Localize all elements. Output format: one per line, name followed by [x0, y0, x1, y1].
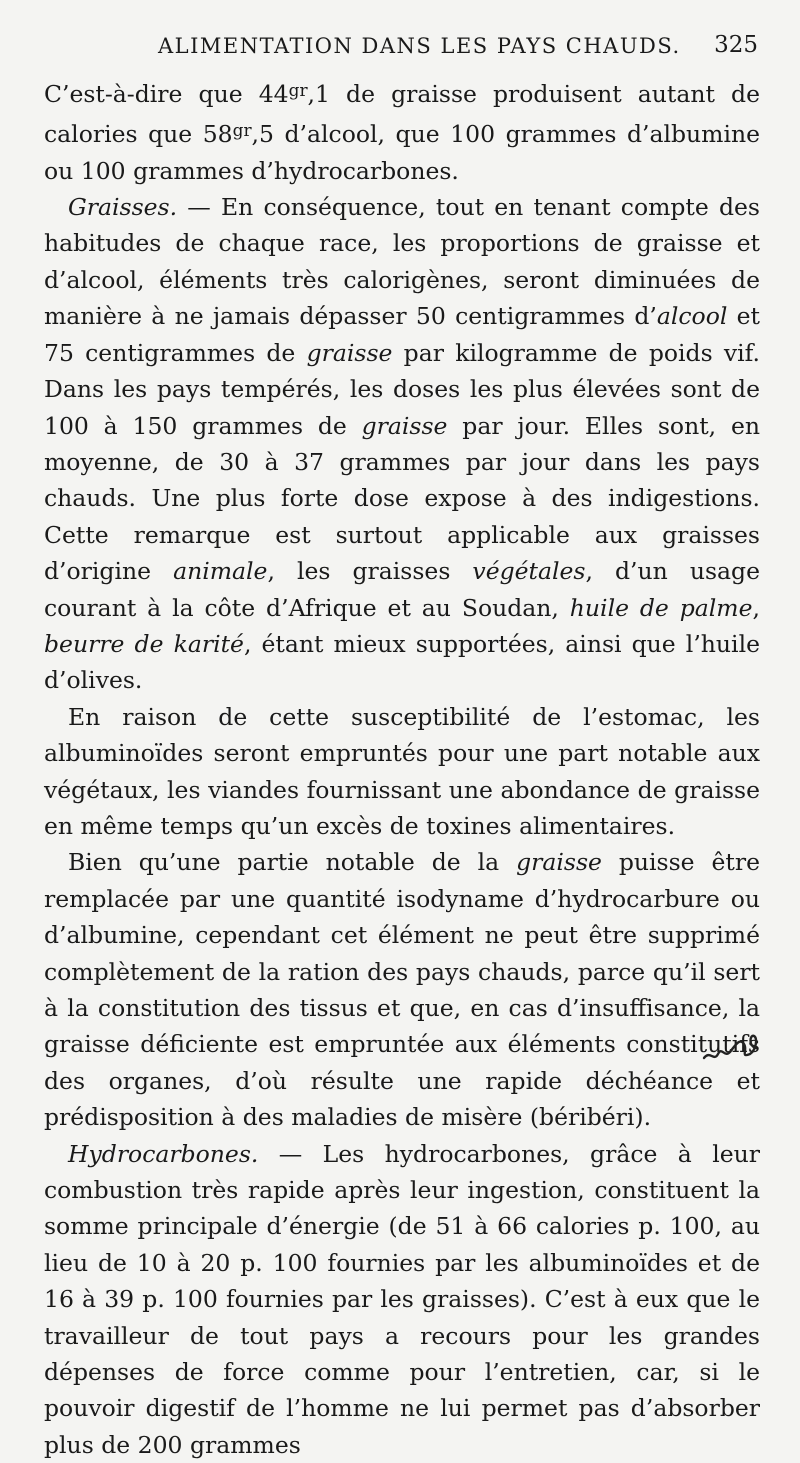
p4-italic-1: graisse — [516, 848, 602, 877]
p2-text-3: par kilogramme de poids vif. Dans les pays tempérés, les doses les plus élevées sont de 100 à 150 grammes de — [44, 338, 761, 440]
p2-text-2: et 75 centigrammes de — [44, 302, 760, 367]
p2-italic-1: alcool — [656, 302, 728, 331]
running-title: ALIMENTATION DANS LES PAYS CHAUDS. — [158, 34, 681, 58]
page-number: 325 — [714, 32, 758, 58]
p1-text-2: ,1 de graisse produisent autant de calories que 58 — [44, 79, 760, 149]
p1-text-3: ,5 d’alcool, que 100 grammes d’albumine ou 100 grammes d’hydrocarbones. — [44, 120, 761, 185]
paragraph-4 — [44, 844, 760, 1135]
p2-italic-3: graisse — [361, 411, 448, 440]
p4-text-1: Bien qu’une partie notable de la — [68, 848, 517, 877]
paragraph-graisses — [44, 189, 760, 699]
p1-text-1: C’est-à-dire que 44 — [44, 79, 289, 108]
p2-text-5: , les graisses — [267, 557, 473, 586]
p1-superscript-1: gr — [288, 80, 308, 100]
p5-text-1: — Les hydrocarbones, grâce à leur combustion très rapide après leur ingestion, constituent la somme principale d’énergie (de 51 à 66 calories p. 100, au lieu de 10 à 20 p. 100 fournies par les albuminoïdes et de 16 à 39 p. 100 fournies par les graisses). C’est à eux que le travailleur de tout pays a recours pour les grandes dépenses de force comme pour l’entretien, car, si le pouvoir digestif de l’homme ne lui permet pas d’absorber plus de 200 grammes — [44, 1139, 760, 1459]
p2-text-7: , — [752, 593, 760, 622]
p1-superscript-2: gr — [232, 120, 252, 141]
body-text — [44, 72, 760, 1463]
p2-italic-4: animale — [173, 557, 268, 586]
paragraph-hydrocarbones — [44, 1136, 760, 1463]
paragraph-3 — [44, 699, 760, 845]
handwritten-mark-icon — [700, 1028, 764, 1068]
p2-italic-2: graisse — [306, 338, 393, 367]
section-heading-graisses: Graisses. — [68, 193, 178, 222]
p3-text: En raison de cette susceptibilité de l’estomac, les albuminoïdes seront empruntés pour une part notable aux végétaux, les viandes fournissant une abondance de graisse en même temps qu’un excès de toxines alimentaires. — [44, 702, 760, 840]
section-heading-hydrocarbones: Hydrocarbones. — [68, 1139, 259, 1168]
p2-text-4: par jour. Elles sont, en moyenne, de 30 à 37 grammes par jour dans les pays chauds. Une plus forte dose expose à des indigestions. Cette remarque est surtout applicable aux graisses d’origine — [44, 411, 760, 586]
p4-text-2: puisse être remplacée par une quantité isodyname d’hydrocarbure ou d’albumine, cependant cet élément ne peut être supprimé complètement de la ration des pays chauds, parce qu’il sert à la constitution des tissus et que, en cas d’insuffisance, la graisse déficiente est empruntée aux éléments constitutifs des organes, d’où résulte une rapide déchéance et prédisposition à des maladies de misère (béribéri). — [44, 848, 760, 1132]
p2-italic-7: beurre de karité — [44, 629, 244, 658]
page-header — [0, 30, 800, 66]
p2-text-8: , étant mieux supportées, ainsi que l’huile d’olives. — [44, 629, 760, 695]
p2-italic-6: huile de palme — [569, 593, 753, 622]
p2-italic-5: végétales — [472, 557, 586, 586]
p2-text-6: , d’un usage courant à la côte d’Afrique et au Soudan, — [44, 557, 760, 622]
paragraph-1 — [44, 72, 760, 189]
p2-text-1: — En conséquence, tout en tenant compte des habitudes de chaque race, les proportions de graisse et d’alcool, éléments très calorigènes, seront diminuées de manière à ne jamais dépasser 50 centigrammes d’ — [44, 193, 760, 331]
